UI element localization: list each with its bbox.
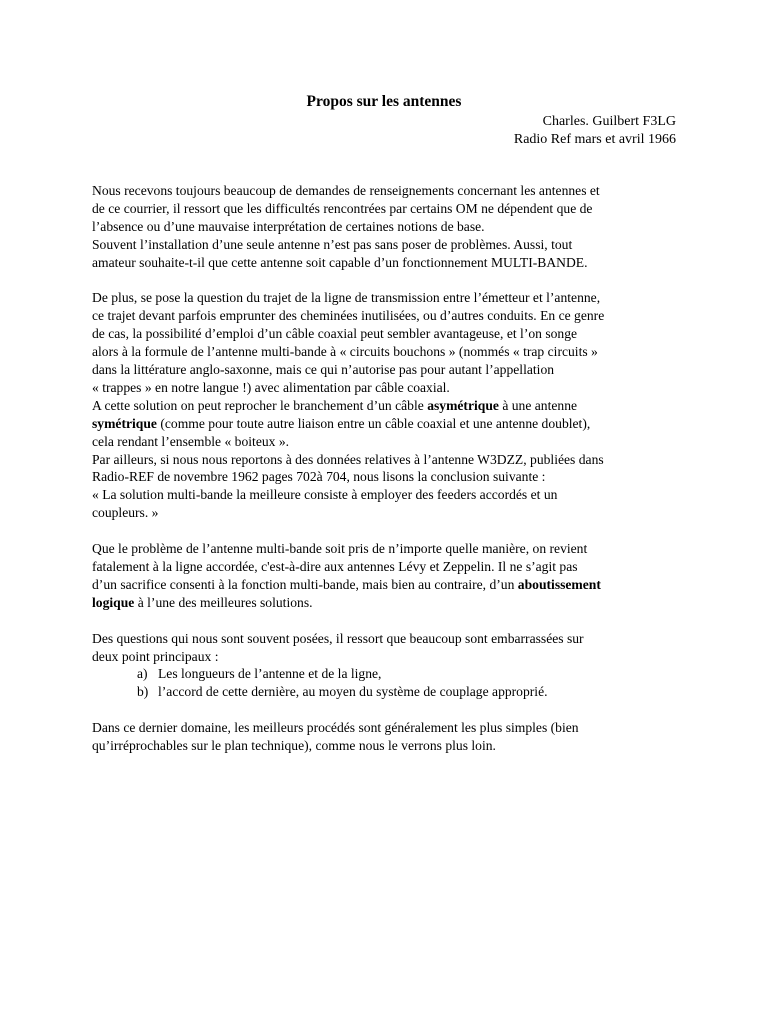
text-line: l’absence ou d’une mauvaise interprétation de certaines notions de base. [92, 218, 485, 234]
text-line: ce trajet devant parfois emprunter des cheminées inutilisées, ou d’autres conduits. En ce genre [92, 308, 605, 324]
list-item-text: l’accord de cette dernière, au moyen du système de couplage approprié. [158, 684, 548, 700]
article-body [92, 182, 682, 755]
text-line: « trappes » en notre langue !) avec alimentation par câble coaxial. [92, 379, 450, 395]
text-line: Nous recevons toujours beaucoup de demandes de renseignements concernant les antennes et [92, 183, 600, 198]
text-line: De plus, se pose la question du trajet de la ligne de transmission entre l’émetteur et l’antenne, [92, 290, 601, 306]
text-line: Radio-REF de novembre 1962 pages 702à 704, nous lisons la conclusion suivante : [92, 469, 546, 485]
list-item [92, 683, 682, 701]
text-span: A cette solution on peut reprocher le branchement d’un câble [92, 397, 428, 413]
text-line: de ce courrier, il ressort que les difficultés rencontrées par certains OM ne dépendent que de [92, 200, 593, 216]
paragraph-questions [92, 630, 682, 702]
paragraph-intro [92, 182, 682, 272]
list-item [92, 665, 682, 683]
list-marker: a) [137, 666, 148, 682]
text-line: Dans ce dernier domaine, les meilleurs procédés sont généralement les plus simples (bien [92, 720, 579, 736]
paragraph-conclusion [92, 719, 682, 755]
quote-line: coupleurs. » [92, 505, 159, 521]
bold-term-aboutissement: aboutissement [517, 576, 601, 592]
text-line [92, 397, 682, 415]
questions-list [92, 665, 682, 701]
author-block [514, 113, 676, 149]
text-line [92, 576, 682, 594]
text-line: dans la littérature anglo-saxonne, mais ce qui n’autorise pas pour autant l’appellation [92, 362, 555, 378]
bold-term-symetrique: symétrique [92, 415, 157, 431]
text-line: amateur souhaite-t-il que cette antenne soit capable d’un fonctionnement MULTI-BANDE. [92, 254, 588, 270]
text-line: deux point principaux : [92, 648, 219, 664]
text-line: Des questions qui nous sont souvent posées, il ressort que beaucoup sont embarrassées sur [92, 630, 584, 646]
text-span: d’un sacrifice consenti à la fonction multi-bande, mais bien au contraire, d’un [92, 576, 518, 592]
list-item-text: Les longueurs de l’antenne et de la ligne, [158, 666, 382, 682]
text-line: Que le problème de l’antenne multi-bande soit pris de n’importe quelle manière, on revient [92, 541, 588, 557]
text-span: à l’une des meilleures solutions. [134, 594, 313, 610]
list-marker: b) [137, 684, 149, 700]
text-line: de cas, la possibilité d’emploi d’un câble coaxial peut sembler avantageuse, et l’on songe [92, 326, 578, 342]
page-title: Propos sur les antennes [306, 93, 462, 110]
text-line [92, 415, 682, 433]
text-span: (comme pour toute autre liaison entre un câble coaxial et une antenne doublet), [156, 415, 591, 431]
text-line: alors à la formule de l’antenne multi-bande à « circuits bouchons » (nommés « trap circuits » [92, 344, 598, 360]
source-reference: Radio Ref mars et avril 1966 [513, 132, 676, 147]
paragraph-tuned-line [92, 540, 682, 612]
text-line [92, 594, 682, 612]
text-line: Par ailleurs, si nous nous reportons à des données relatives à l’antenne W3DZZ, publiées dans [92, 451, 604, 467]
text-line: qu’irréprochables sur le plan technique), comme nous le verrons plus loin. [92, 738, 496, 754]
quote-line: « La solution multi-bande la meilleure consiste à employer des feeders accordés et un [92, 487, 558, 503]
bold-term-logique: logique [92, 594, 135, 610]
text-line: Souvent l’installation d’une seule antenne n’est pas sans poser de problèmes. Aussi, tout [92, 236, 573, 252]
text-span: à une antenne [498, 397, 578, 413]
author-name: Charles. Guilbert F3LG [542, 114, 676, 129]
paragraph-transmission-line [92, 289, 682, 522]
text-line: fatalement à la ligne accordée, c'est-à-dire aux antennes Lévy et Zeppelin. Il ne s’agit pas [92, 559, 578, 574]
text-line: cela rendant l’ensemble « boiteux ». [92, 433, 290, 449]
bold-term-asymetrique: asymétrique [427, 397, 499, 413]
